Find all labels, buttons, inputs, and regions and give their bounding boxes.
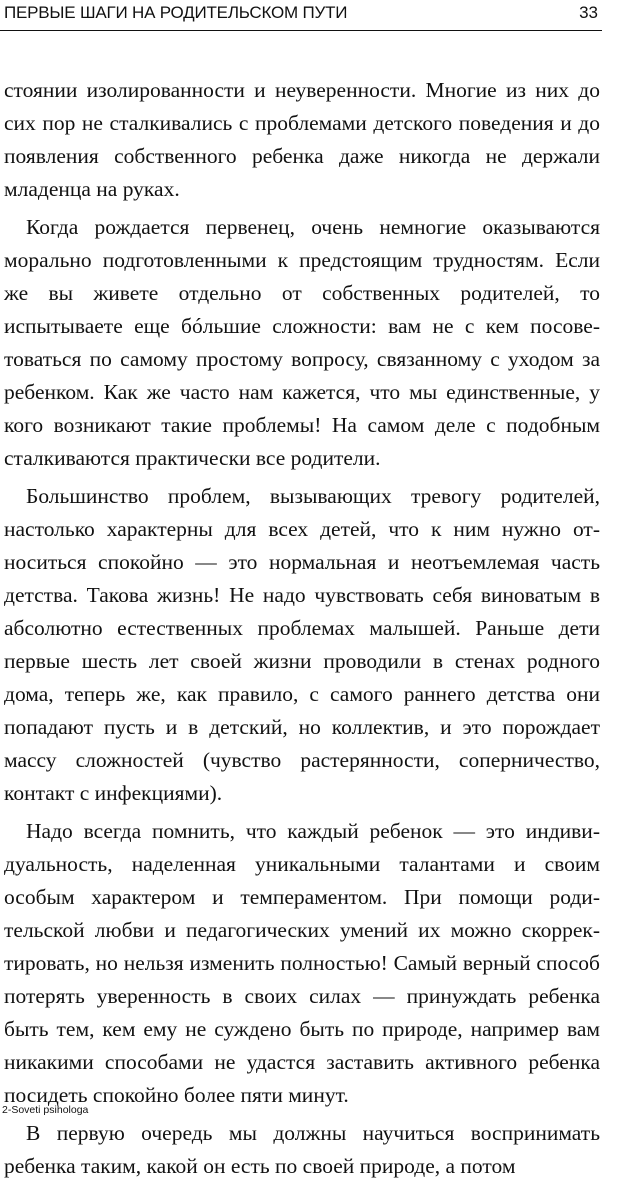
- page-number: 33: [579, 3, 598, 22]
- text-body: [4, 74, 600, 1188]
- paragraph-2: Когда рождается первенец, очень немногие оказываются морально подготовленными к предстоящим трудностям. Если же вы живете отдельно от собственных родителей, то испытываете еще бóльшие сложности: вам не с кем посоветоваться по самому простому вопросу, связанному с уходом за ребенком. Как же часто нам кажется, что мы единственные, у кого возникают такие проблемы! На самом деле с подобным сталкиваются практически все родители.: [4, 215, 600, 470]
- paragraph-1: стоянии изолированности и неуверенности. Многие из них до сих пор не сталкивались с проблемами детского поведения и до появления собственного ребенка даже никогда не держали младенца на руках.: [4, 78, 600, 201]
- paragraph-4: Надо всегда помнить, что каждый ребенок — это индивидуальность, наделенная уникальными талантами и своим особым характером и темпераментом. При помощи родительской любви и педагогических умений их можно скорректировать, но нельзя изменить полностью! Самый верный способ потерять уверенность в своих силах — принуждать ребенка быть тем, кем ему не суждено быть по природе, например вам никакими способами не удастся заставить активного ребенка посидеть спокойно более пяти минут.: [4, 819, 600, 1107]
- running-header: [0, 0, 602, 31]
- paragraph-3: Большинство проблем, вызывающих тревогу родителей, настолько характерны для всех детей, что к ним нужно относиться спокойно — это нормальная и неотъемлемая часть детства. Такова жизнь! Не надо чувствовать себя виноватым в абсолютно естественных проблемах малышей. Раньше дети первые шесть лет своей жизни проводили в стенах родного дома, теперь же, как правило, с самого раннего детства они попадают пусть и в детский, но коллектив, и это порождает массу сложностей (чувство растерянности, соперничество, контакт с инфекциями).: [4, 484, 600, 805]
- running-title: ПЕРВЫЕ ШАГИ НА РОДИТЕЛЬСКОМ ПУТИ: [4, 3, 348, 22]
- paragraph-5: В первую очередь мы должны научиться воспринимать ребенка таким, какой он есть по своей природе, а потом: [4, 1121, 600, 1178]
- footer-signature: 2-Soveti psihologa: [2, 1104, 89, 1116]
